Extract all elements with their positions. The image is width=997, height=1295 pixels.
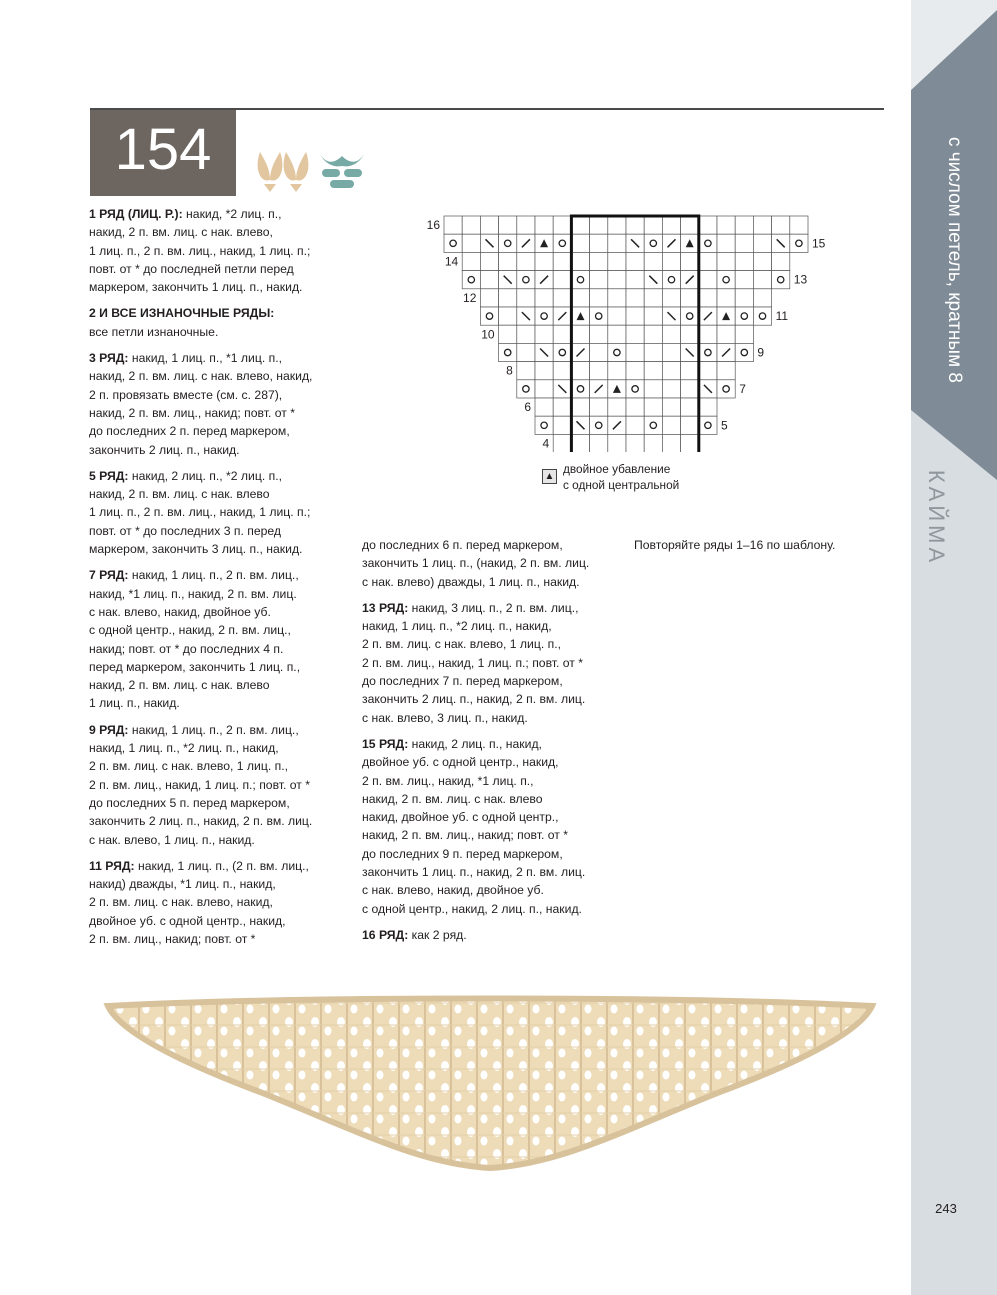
chart-row-label: 12 [463,290,477,305]
chart-cell [571,234,589,252]
chart-row-label: 14 [444,254,459,269]
chart-cell [644,362,662,380]
chart-row-label: 7 [739,381,746,396]
chart-cell [644,307,662,325]
chart-cell [608,307,626,325]
instruction-paragraph [89,857,351,948]
row-label: 5 РЯД: [89,468,129,483]
chart-cell [590,325,608,343]
row-label: 1 РЯД (ЛИЦ. Р.): [89,207,183,221]
row-label: 7 РЯД: [89,568,129,583]
chart-cell [444,234,462,252]
chart-cell [644,398,662,416]
chart-cell [772,252,790,270]
chart-cell [735,325,753,343]
instruction-paragraph [362,926,624,944]
chart-cell [480,289,498,307]
knitting-chart [416,212,836,452]
chart-cell [699,343,717,361]
chart-row-label: 10 [481,327,495,342]
chart-cell [553,362,571,380]
chart-cell [590,216,608,234]
chart-cell [499,216,517,234]
chart-cell [517,343,535,361]
chart-cell [462,216,480,234]
chart-cell [517,271,535,289]
chart-cell [735,234,753,252]
row-label: 3 РЯД: [89,351,129,366]
chart-cell [590,252,608,270]
chart-cell [717,234,735,252]
chart-cell [517,289,535,307]
chart-cell [644,343,662,361]
chart-cell [735,289,753,307]
row-label: 16 РЯД: [362,927,409,942]
chart-row-label: 11 [775,309,789,324]
chart-cell [590,307,608,325]
chart-cell [535,380,553,398]
chart-cell [590,362,608,380]
chart-cell [644,289,662,307]
chart-cell [626,416,644,434]
chart-cell [535,362,553,380]
chart-cell [681,289,699,307]
chart-cell [699,289,717,307]
legend-text: двойное убавление с одной центральной [563,462,680,492]
difficulty-icons [256,152,368,194]
chart-cell [608,362,626,380]
chart-cell [462,271,480,289]
instruction-paragraph [89,566,351,712]
page-number: 243 [935,1201,957,1216]
row-instructions: накид, 1 лиц. п., 2 п. вм. лиц., накид, *1 лиц. п., накид, 2 п. вм. лиц. с нак. влево, накид, двойное уб. с одной центр., накид, 2 п. вм. лиц., накид; повт. от * до последних 4 п. перед маркером, закончить 1 лиц. п., накид, 2 п. вм. лиц. с нак. влево 1 лиц. п., накид. [89,568,301,711]
instruction-paragraph [89,467,351,558]
chart-cell [462,252,480,270]
instructions-column-1 [89,205,351,956]
chart-cell [662,289,680,307]
chart-cell [699,416,717,434]
chart-cell [681,362,699,380]
chart-cell [790,234,808,252]
chart-cell [499,325,517,343]
repeat-note: Повторяйте ряды 1–16 по шаблону. [634,538,836,552]
chart-cell [644,234,662,252]
instruction-paragraph [362,735,624,918]
row-label: 11 РЯД: [89,858,135,873]
chart-cell [626,398,644,416]
instruction-paragraph [362,599,624,727]
chart-cell [590,234,608,252]
swatch-fabric [108,999,872,1169]
chart-cell [753,289,771,307]
chart-row-label: 9 [757,345,765,360]
chart-cell [681,216,699,234]
row-label: 15 РЯД: [362,736,409,751]
chart-cell [626,252,644,270]
chart-cell [681,416,699,434]
chart-cell [535,307,553,325]
chart-cell [662,216,680,234]
chart-cell [553,252,571,270]
chart-cell [717,325,735,343]
chart-cell [662,325,680,343]
chart-cell [499,289,517,307]
chart-cell [517,216,535,234]
chart-cell [553,289,571,307]
chart-cell [535,325,553,343]
chart-cell [717,271,735,289]
chart-cell [608,434,626,452]
chart-row-label: 16 [426,218,440,233]
chart-cell [772,216,790,234]
chart-cell [571,362,589,380]
chart-cell [626,434,644,452]
chart-cell [662,252,680,270]
chart-cell [444,216,462,234]
row-label: 9 РЯД: [89,722,129,737]
chart-cell [499,307,517,325]
chart-cell [517,252,535,270]
chart-cell [553,416,571,434]
chart-cell [590,398,608,416]
row-label: 13 РЯД: [362,600,409,615]
chart-row-label: 5 [721,418,728,433]
chart-cell [553,271,571,289]
chart-cell [735,343,753,361]
lace-stitch-icon [320,154,364,188]
chart-cell [735,307,753,325]
chart-cell [662,416,680,434]
instruction-paragraph [362,536,624,591]
chart-cell [590,289,608,307]
row-instructions: накид, 2 лиц. п., накид, двойное уб. с одной центр., накид, 2 п. вм. лиц., накид, *1 лиц. п., накид, 2 п. вм. лиц. с нак. влево накид, двойное уб. с одной центр., накид, 2 п. вм. лиц., накид; повт. от * до последних 9 п. перед маркером, закончить 1 лиц. п., накид, 2 п. вм. лиц. с нак. влево, накид, двойное уб. с одной центр., накид, 2 лиц. п., накид. [362,736,586,916]
chart-cell [571,380,589,398]
chart-cell [608,216,626,234]
pattern-number: 154 [114,117,212,182]
row-instructions: накид, 1 лиц. п., 2 п. вм. лиц., накид, 1 лиц. п., *2 лиц. п., накид, 2 п. вм. лиц. с нак. влево, 1 лиц. п., 2 п. вм. лиц., накид, 1 лиц. п.; повт. от * до последних 5 п. перед маркером, закончить 2 лиц. п., накид, 2 п. вм. лиц. с нак. влево, 1 лиц. п., накид. [89,722,313,847]
chart-cell [535,398,553,416]
row-label: 2 И ВСЕ ИЗНАНОЧНЫЕ РЯДЫ: [89,306,275,321]
chart-cell [462,234,480,252]
chart-cell [553,434,571,452]
chart-cell [626,307,644,325]
chart-cell [608,398,626,416]
chart-cell [608,343,626,361]
chart-cell [735,216,753,234]
chapter-title: КАЙМА [924,469,949,567]
chart-cell [681,252,699,270]
instruction-paragraph [89,721,351,849]
chart-cell [626,362,644,380]
chart-cell [717,289,735,307]
chart-cell [699,252,717,270]
instruction-paragraph [89,349,351,459]
chart-cell [590,343,608,361]
chart-cell [608,289,626,307]
chart-cell [662,398,680,416]
chart-cell [681,398,699,416]
chart-cell [735,252,753,270]
chart-cell [480,307,498,325]
knitted-swatch-photo [100,992,880,1172]
chart-cell [717,216,735,234]
chart-cell [590,416,608,434]
yarn-needle-icon [258,152,309,192]
chart-cell [517,380,535,398]
chart-cell [535,216,553,234]
chart-cell [753,252,771,270]
chart-cell [571,289,589,307]
chart-cell [753,271,771,289]
chart-cell [753,307,771,325]
chart-cell [626,271,644,289]
chart-cell [753,216,771,234]
section-title: с числом петель, кратным 8 [944,137,965,383]
row-instructions: накид, 2 лиц. п., *2 лиц. п., накид, 2 п. вм. лиц. с нак. влево 1 лиц. п., 2 п. вм. лиц., накид, 1 лиц. п.; повт. от * до последних 3 п. перед маркером, закончить 3 лиц. п., накид. [89,468,311,557]
chart-cell [662,362,680,380]
chart-cell [608,252,626,270]
chart-row-label: 13 [793,272,808,287]
chart-cell [626,343,644,361]
chart-cell [790,216,808,234]
chart-cell [699,325,717,343]
row-instructions: все петли изнаночные. [89,324,219,339]
chart-cell [517,325,535,343]
chart-cell [571,398,589,416]
chart-cell [553,343,571,361]
row-instructions: накид, *2 лиц. п., накид, 2 п. вм. лиц. с нак. влево, 1 лиц. п., 2 п. вм. лиц., накид, 1 лиц. п.; повт. от * до последней петли перед маркером, закончить 1 лиц. п., накид. [89,207,311,295]
chart-cell [662,271,680,289]
chart-cell [644,216,662,234]
chart-cell [626,380,644,398]
chart-cell [699,271,717,289]
chart-cell [535,416,553,434]
pattern-number-box [90,110,236,196]
chart-cell [644,325,662,343]
chart-row-label: 8 [506,363,513,378]
chart-cell [535,252,553,270]
chart-cell [681,380,699,398]
chart-cell [644,380,662,398]
chart-row-label: 15 [812,236,826,251]
chart-cell [735,271,753,289]
instructions-column-2 [362,536,624,952]
chart-cell [699,362,717,380]
instruction-paragraph [89,205,351,296]
chart-cell [644,416,662,434]
chart-cell [753,234,771,252]
chart-cell [717,362,735,380]
chart-cell [608,325,626,343]
chart-cell [480,216,498,234]
double-decrease-symbol-icon: ▲ [542,469,557,484]
chart-cell [480,271,498,289]
chart-row-label: 4 [542,436,550,451]
chart-cell [644,434,662,452]
chart-cell [681,434,699,452]
row-instructions: накид, 1 лиц. п., (2 п. вм. лиц., накид) дважды, *1 лиц. п., накид, 2 п. вм. лиц. с нак. влево, накид, двойное уб. с одной центр., накид, 2 п. вм. лиц., накид; повт. от * [89,858,309,946]
chart-row-label: 6 [524,400,531,415]
chart-cell [571,271,589,289]
chart-cell [535,289,553,307]
chart-cell [662,380,680,398]
row-instructions: накид, 1 лиц. п., *1 лиц. п., накид, 2 п. вм. лиц. с нак. влево, накид, 2 п. провязать вместе (см. с. 287), накид, 2 п. вм. лиц., накид; повт. от * до последних 2 п. перед маркером, закончить 2 лиц. п., накид. [89,351,313,457]
chart-cell [517,362,535,380]
chart-cell [626,325,644,343]
chart-cell [717,252,735,270]
chart-cell [681,325,699,343]
chart-cell [608,271,626,289]
chart-cell [553,234,571,252]
chart-cell [553,216,571,234]
chart-cell [699,234,717,252]
chart-cell [699,398,717,416]
chart-cell [571,325,589,343]
chart-cell [571,216,589,234]
row-instructions: как 2 ряд. [408,927,467,942]
chart-cell [626,289,644,307]
instruction-paragraph [89,304,351,341]
chart-cell [480,252,498,270]
chart-cell [499,252,517,270]
chart-cell [590,271,608,289]
chart-cell [571,434,589,452]
chart-cell [699,216,717,234]
chart-cell [571,252,589,270]
chart-cell [681,307,699,325]
chart-cell [717,380,735,398]
row-instructions: до последних 6 п. перед маркером, закончить 1 лиц. п., (накид, 2 п. вм. лиц. с нак. влево) дважды, 1 лиц. п., накид. [362,538,590,589]
chart-cell [590,434,608,452]
row-instructions: накид, 3 лиц. п., 2 п. вм. лиц., накид, 1 лиц. п., *2 лиц. п., накид, 2 п. вм. лиц. с нак. влево, 1 лиц. п., 2 п. вм. лиц., накид, 1 лиц. п.; повт. от * до последних 7 п. перед маркером, закончить 2 лиц. п., накид, 2 п. вм. лиц. с нак. влево, 3 лиц. п., накид. [362,600,586,725]
chart-cell [772,271,790,289]
chart-cell [499,343,517,361]
chart-cell [499,234,517,252]
chart-cell [644,252,662,270]
chart-cell [662,343,680,361]
chart-cell [608,234,626,252]
chart-cell [553,325,571,343]
chart-cell [553,398,571,416]
chart-cell [626,216,644,234]
chart-cell [662,434,680,452]
